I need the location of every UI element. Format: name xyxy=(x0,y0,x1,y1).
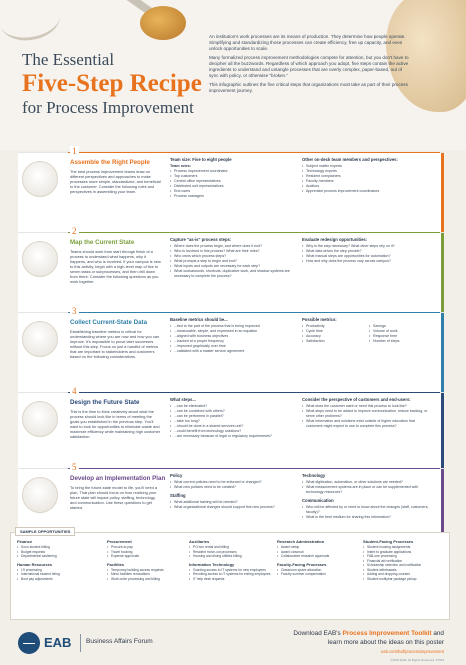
step-panel xyxy=(302,317,432,344)
list-item: • Subject matter experts xyxy=(302,164,432,169)
panel-heading: Consider the perspective of customers and end-users: xyxy=(302,397,411,402)
panel-heading: Communication xyxy=(302,498,334,503)
step-accent-bar xyxy=(441,313,444,393)
header-hero xyxy=(0,0,466,150)
sample-group xyxy=(107,562,191,582)
step-accent-bar xyxy=(441,393,444,469)
panel-list xyxy=(170,169,294,199)
step-number: 2 xyxy=(72,226,77,236)
panel-list xyxy=(302,480,432,495)
list-item: • Response time xyxy=(369,334,432,339)
list-item: • What data drives the step provide? xyxy=(302,249,432,254)
intro-paragraph: An institution's work processes are its means of production. They determine how people operate. Simplifying and standardizing those processes can create efficiency, free up capacity, and even unlock opportunities to scale. xyxy=(209,34,406,51)
step-accent-bar xyxy=(441,233,444,313)
step-divider xyxy=(68,232,440,233)
list-item: • Process managers xyxy=(170,194,294,199)
whisk-illustration xyxy=(0,0,63,45)
sample-list xyxy=(17,545,101,559)
eab-logo-icon xyxy=(18,632,40,654)
list-item: • Budget requests xyxy=(17,550,101,555)
panel-list xyxy=(369,324,432,344)
panel-heading: Team size: Five to eight people xyxy=(170,157,232,162)
sample-group-title: Information Technology xyxy=(189,561,235,567)
list-item: • Departmental cashiering xyxy=(17,554,101,559)
step-divider xyxy=(68,152,440,153)
step-panel xyxy=(170,317,294,354)
cta-line-2: learn more about the ideas on this poster xyxy=(327,639,444,646)
two-column-list xyxy=(302,324,432,344)
list-item: • What workarounds, shortcuts, duplicative work, and shadow systems are necessary to complete the process? xyxy=(170,269,294,279)
panel-list xyxy=(170,500,294,510)
sample-group xyxy=(189,562,273,582)
step-panel xyxy=(302,473,432,520)
list-item: • End users xyxy=(170,189,294,194)
panel-heading: Policy xyxy=(170,473,183,478)
panel-heading: Technology xyxy=(302,473,326,478)
panel-heading: Evaluate redesign opportunities: xyxy=(302,237,368,242)
panel-heading: Capture "as-is" process steps: xyxy=(170,237,232,242)
sample-column xyxy=(17,539,101,584)
sample-group-title: Finance xyxy=(17,539,33,544)
list-item: • What measurement systems are in place or can be supplemented with technology resources? xyxy=(302,485,432,495)
list-item: • Process improvement coordinator xyxy=(170,169,294,174)
sample-group xyxy=(277,539,361,559)
list-item: • Financial aid verification xyxy=(363,559,445,564)
sample-group-title: Research Administration xyxy=(277,539,325,544)
step-panel xyxy=(302,397,432,429)
list-item: • Granting access to IT systems for new employees xyxy=(189,568,273,573)
list-item: • ...measurable, simple, and expressed in an equation xyxy=(170,329,294,334)
cta-line-1 xyxy=(293,630,444,637)
sample-list xyxy=(363,545,445,581)
list-item: • Student multiyear package pickup xyxy=(363,577,445,582)
sample-group-title: Procurement xyxy=(107,539,132,544)
step-3 xyxy=(18,306,444,392)
list-item: • ...take too long? xyxy=(170,419,294,424)
list-item: • Procure-to-pay xyxy=(107,545,191,550)
list-item: • Satisfaction xyxy=(302,339,365,344)
step-2 xyxy=(18,226,444,312)
list-item: • Housing and dining utilities billing xyxy=(189,554,273,559)
list-item: • Who owns which process steps? xyxy=(170,254,294,259)
list-item: • ...are necessary because of legal or regulatory requirements? xyxy=(170,434,294,439)
panel-list xyxy=(302,164,432,194)
sample-group xyxy=(277,562,361,577)
sample-opportunities xyxy=(10,529,450,620)
list-item: • ...could benefit from technology solutions? xyxy=(170,429,294,434)
list-item: • Auditors xyxy=(302,184,432,189)
panel-list xyxy=(302,324,365,344)
cta-suffix: and xyxy=(433,630,444,637)
list-item: • Expense approvals xyxy=(107,554,191,559)
step-panel xyxy=(302,157,432,194)
panel-list xyxy=(302,505,432,520)
step-title: Design the Future State xyxy=(70,399,140,406)
forum-name: Business Affairs Forum xyxy=(86,638,153,645)
list-item: • PO box rental and billing xyxy=(189,545,273,550)
list-item: • Scholarship selection and notification xyxy=(363,563,445,568)
list-item: • ...tied to the part of the process that is being improved xyxy=(170,324,294,329)
title-line-2: Five-Step Recipe xyxy=(22,70,202,97)
list-item: • Intent to graduate applications xyxy=(363,550,445,555)
list-item: • How and why does the process vary across campus? xyxy=(302,259,432,264)
list-item: • What manual steps are opportunities for automation? xyxy=(302,254,432,259)
step-panel xyxy=(170,473,294,510)
step-number: 4 xyxy=(72,386,77,396)
panel-heading: Other on-deck team members and perspectives: xyxy=(302,157,398,162)
step-illustration xyxy=(22,401,58,437)
step-4 xyxy=(18,386,444,468)
step-accent-bar xyxy=(441,153,444,233)
title-line-1: The Essential xyxy=(22,50,115,69)
list-item: • What prompts a step to begin and end? xyxy=(170,259,294,264)
step-panel xyxy=(170,157,294,199)
list-item: • Cycle time xyxy=(302,329,365,334)
list-item: • International student hiring xyxy=(17,572,101,577)
list-item: • Adding and dropping courses xyxy=(363,572,445,577)
list-item: • ...improved graphically over time xyxy=(170,344,294,349)
sample-group xyxy=(189,539,273,559)
panel-heading: Baseline metrics should be... xyxy=(170,317,228,322)
list-item: • Soon student billing xyxy=(17,545,101,550)
list-item: • Classroom space allocation xyxy=(277,568,361,573)
sample-group-title: Facilities xyxy=(107,561,125,567)
list-item: • Award closeout xyxy=(277,550,361,555)
step-body: Establishing baseline metrics is critical for understanding where you are now and how you can improve. It's impossible to prove later successes without this step. Focus on just a handful of metrics that are important to stakeholders and customers based on the following considerations. xyxy=(70,329,160,359)
sample-column xyxy=(277,539,361,580)
step-divider xyxy=(68,312,440,313)
sample-column xyxy=(107,539,191,584)
list-item: • ...validated with a master service agreement xyxy=(170,349,294,354)
list-item: • Collaborative research approvals xyxy=(277,554,361,559)
list-item: • What information and solutions exist outside of higher education that customers might expect to use to complete this process? xyxy=(302,419,432,429)
copyright: ©2020 EAB. All Rights Reserved. 37903 xyxy=(390,658,444,662)
sample-list xyxy=(189,568,273,582)
list-item: • ...should be done in a shared services unit? xyxy=(170,424,294,429)
sample-group-title: Human Resources xyxy=(17,561,53,567)
sample-column xyxy=(189,539,273,584)
list-item: • What new policies need to be created? xyxy=(170,485,294,490)
list-item: • What is the best medium for sharing this information? xyxy=(302,515,432,520)
step-illustration xyxy=(22,241,58,277)
sample-list xyxy=(189,545,273,559)
list-item: • Volume of work xyxy=(369,329,432,334)
list-item: • Top customers xyxy=(170,174,294,179)
step-title: Collect Current-State Data xyxy=(70,319,148,326)
step-illustration xyxy=(22,477,58,513)
list-item: • FAB-one processing xyxy=(363,554,445,559)
list-item: • What digitization, automation, or other solutions are needed? xyxy=(302,480,432,485)
toolkit-link[interactable]: Process Improvement Toolkit xyxy=(342,630,432,637)
panel-heading: What steps... xyxy=(170,397,196,402)
sample-column xyxy=(363,539,445,584)
step-number: 5 xyxy=(72,462,77,472)
list-item: • Revoking access to IT systems for exiting employees xyxy=(189,572,273,577)
list-item: • What organizational changes should support this new process? xyxy=(170,505,294,510)
list-item: • Faculty members xyxy=(302,179,432,184)
step-body: Teams should work from start through finish of a process to understand what happens, why it happens, and who is involved. If your campus is new to this activity, begin with a high-level map of five to seven tasks or subprocesses, and then drill down from there. Consider the following questions as you work together. xyxy=(70,249,161,284)
list-item: • Number of steps xyxy=(369,339,432,344)
list-item: • What current policies need to be enforced or changed? xyxy=(170,480,294,485)
list-item: • Where does the process begin, and where does it end? xyxy=(170,244,294,249)
list-item: • What inputs and outputs are necessary for each step? xyxy=(170,264,294,269)
spoon-illustration xyxy=(140,6,186,40)
list-item: • Student housing assignments xyxy=(363,545,445,550)
step-number: 1 xyxy=(72,146,77,156)
list-item: • Why is the step necessary? What other steps rely on it? xyxy=(302,244,432,249)
sample-list xyxy=(17,568,101,582)
step-body: This is the time to think creatively about what the process should look like in terms of meeting the goals you established in the previous step. You'll want to look for opportunities to eliminate waste and maximize efficiency while maintaining high customer satisfaction. xyxy=(70,409,161,439)
list-item: • Student withdrawals xyxy=(363,568,445,573)
list-item: • Work order processing and billing xyxy=(107,577,191,582)
step-illustration xyxy=(22,161,58,197)
title-line-3: for Process Improvement xyxy=(22,98,194,117)
list-item: • What steps need to be added to improve communication, reduce backlog, or serve other problems? xyxy=(302,409,432,419)
sample-group-title: Auxiliaries xyxy=(189,539,210,544)
sample-group xyxy=(107,539,191,559)
panel-heading: Staffing xyxy=(170,493,186,498)
steps-section xyxy=(18,146,444,544)
sample-group xyxy=(17,562,101,582)
sample-group-title: Student-Facing Processes xyxy=(363,539,414,544)
step-body: To bring the future-state model to life, you'll need a plan. That plan should focus on how realizing your future state will impact policy, staffing, technology, and communication. Use these questions to get started. xyxy=(70,485,158,510)
step-number: 3 xyxy=(72,306,77,316)
list-item: • Accuracy xyxy=(302,334,365,339)
panel-list xyxy=(170,244,294,279)
intro-text xyxy=(209,34,409,97)
sample-list xyxy=(107,568,191,582)
sample-list xyxy=(107,545,191,559)
sample-list xyxy=(277,568,361,577)
step-panel xyxy=(170,397,294,439)
list-item: • Minor facilities renovations xyxy=(107,572,191,577)
intro-paragraph: This infographic outlines the five critical steps that organizations must take as part of their process improvement journey. xyxy=(209,82,408,93)
list-item: • Who is involved in this process? What are their roles? xyxy=(170,249,294,254)
step-1 xyxy=(18,146,444,232)
step-title: Assemble the Right People xyxy=(70,159,150,166)
eab-logo-text: EAB xyxy=(44,635,72,650)
list-item: • Central office representatives xyxy=(170,179,294,184)
list-item: • ...tracked at a proper frequency xyxy=(170,339,294,344)
list-item: • ...can be eliminated? xyxy=(170,404,294,409)
list-item: • What does the customer want or need this process to look like? xyxy=(302,404,432,409)
sample-opportunities-label: SAMPLE OPPORTUNITIES xyxy=(15,527,75,536)
list-item: • Who will be affected by or need to know about the changes (staff, customers, faculty)? xyxy=(302,505,432,515)
list-item: • Distributed unit representatives xyxy=(170,184,294,189)
step-title: Develop an Implementation Plan xyxy=(70,475,166,482)
list-item: • Award setup xyxy=(277,545,361,550)
panel-subheading: Team roles: xyxy=(170,164,192,168)
sample-list xyxy=(277,545,361,559)
list-item: • IT help desk requests xyxy=(189,577,273,582)
list-item: • Boot pay adjustments xyxy=(17,577,101,582)
panel-list xyxy=(170,324,294,354)
list-item: • Travel booking xyxy=(107,550,191,555)
list-item: • Resident complainers xyxy=(302,174,432,179)
toolkit-url[interactable]: eab.com/baf/processimprovement xyxy=(380,649,444,654)
list-item: • Faculty summer compensation xyxy=(277,572,361,577)
footer xyxy=(0,622,466,665)
step-panel xyxy=(170,237,294,279)
cta-prefix: Download EAB's xyxy=(293,630,341,637)
list-item: • Productivity xyxy=(302,324,365,329)
step-panel xyxy=(302,237,432,264)
list-item: • I-9 processing xyxy=(17,568,101,573)
list-item: • Temporary building access requests xyxy=(107,568,191,573)
step-body: The best process improvement teams draw on different perspectives and approaches to make processes more simple, standardized, and beneficial to the customer. Consider the following roles and perspectives in assembling your team. xyxy=(70,169,161,194)
panel-list xyxy=(170,480,294,490)
footer-divider xyxy=(80,634,81,652)
list-item: • Resident move-out processes xyxy=(189,550,273,555)
list-item: • Technology experts xyxy=(302,169,432,174)
step-divider xyxy=(68,468,440,469)
step-title: Map the Current State xyxy=(70,239,135,246)
panel-list xyxy=(302,244,432,264)
list-item: • What additional training will be needed? xyxy=(170,500,294,505)
panel-list xyxy=(170,404,294,439)
step-divider xyxy=(68,392,440,393)
panel-heading: Possible metrics: xyxy=(302,317,337,322)
list-item: • ...can be combined with others? xyxy=(170,409,294,414)
list-item: • Savings xyxy=(369,324,432,329)
step-illustration xyxy=(22,321,58,357)
sample-group xyxy=(17,539,101,559)
sample-group-title: Faculty-Facing Processes xyxy=(277,561,327,567)
intro-paragraph: Many formalized process improvement methodologies compete for attention, but you don't have to decipher all the buzzwords. Regardless of which approach you adopt, five steps contain the active ingredients to understand and untangle processes that are overly complex, paper-based, out of sync with policy, or otherwise "broken." xyxy=(209,55,409,78)
sample-group xyxy=(363,539,445,581)
list-item: • Apprentice process improvement coordinators xyxy=(302,189,432,194)
list-item: • ...can be performed in parallel? xyxy=(170,414,294,419)
list-item: • ...aligned with business objectives xyxy=(170,334,294,339)
panel-list xyxy=(302,404,432,429)
